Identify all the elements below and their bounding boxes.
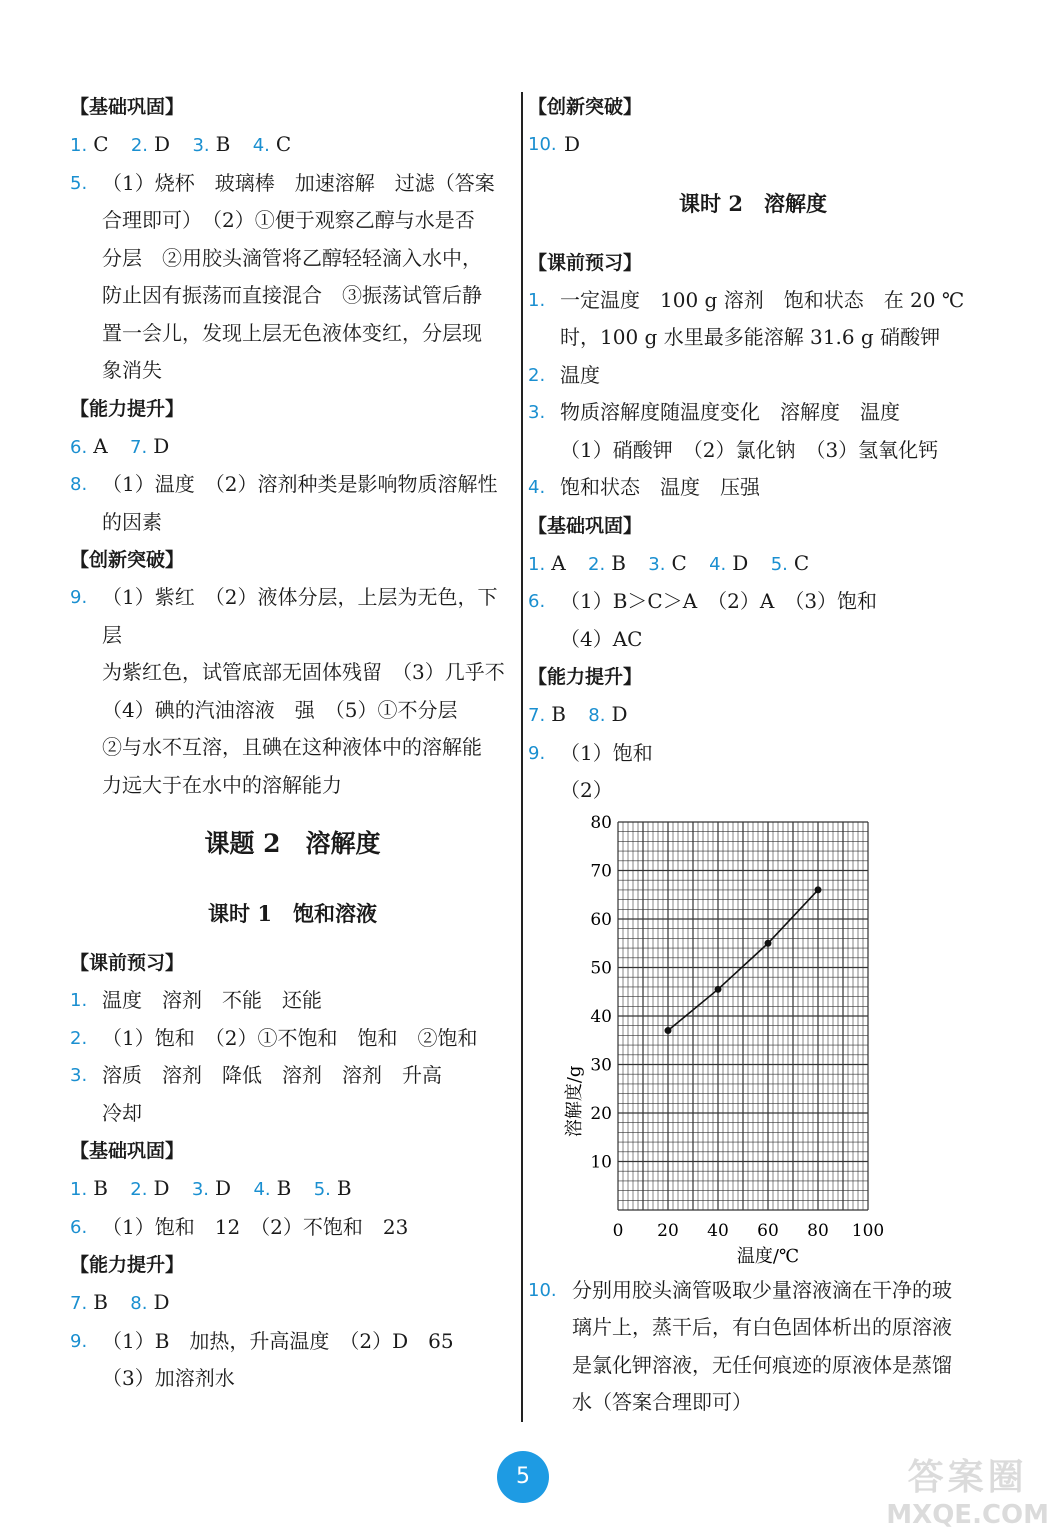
preview-r-q2 — [528, 357, 978, 395]
q-ans: D — [215, 1176, 232, 1200]
q-ans: B — [215, 132, 231, 156]
q-num: 6. — [70, 436, 88, 458]
y-tick-label: 60 — [590, 909, 612, 930]
question-r-9 — [528, 735, 978, 810]
chart-grid — [618, 822, 868, 1210]
answer-line: （1）温度 （2）溶剂种类是影响物质溶解性 — [102, 472, 498, 496]
answers-1-4 — [70, 126, 515, 165]
data-point — [765, 939, 772, 946]
answer-line: （1）饱和 （2）①不饱和 饱和 ②饱和 — [102, 1025, 478, 1050]
left-column — [70, 88, 515, 1398]
answer-line: （1）饱和 12 （2）不饱和 23 — [102, 1214, 409, 1239]
q-num: 5. — [70, 172, 88, 194]
page-number: 5 — [497, 1451, 549, 1503]
q-num: 2. — [130, 135, 149, 156]
q-num: 1. — [528, 553, 546, 575]
data-point — [665, 1027, 672, 1034]
q-ans: A — [551, 550, 566, 575]
q-num: 1. — [70, 135, 88, 156]
answer-line: （2） — [560, 778, 613, 802]
lesson-1-title: 课时 1 饱和溶液 — [208, 901, 377, 926]
q-num: 4. — [253, 1179, 271, 1200]
y-tick-label: 40 — [590, 1006, 612, 1027]
answers-r-1-5 — [528, 545, 978, 584]
q-ans: B — [551, 702, 566, 726]
answer-line: （1）饱和 — [560, 740, 653, 765]
y-axis-label: 溶解度/g — [564, 1065, 585, 1137]
answer-line: 力远大于在水中的溶解能力 — [102, 772, 342, 797]
section-basic-r: 【基础巩固】 — [528, 514, 643, 537]
q-num: 6. — [528, 591, 546, 612]
x-tick-label: 20 — [657, 1220, 679, 1241]
q-ans: C — [793, 550, 810, 575]
question-r-6 — [528, 583, 978, 658]
q-ans: A — [93, 433, 108, 458]
q-num: 3. — [648, 553, 666, 575]
answer-line: 置一会儿，发现上层无色液体变红，分层现 — [102, 320, 482, 345]
x-axis-label: 温度/℃ — [736, 1245, 800, 1267]
q-num: 9. — [70, 1330, 88, 1352]
section-basic-2: 【基础巩固】 — [70, 1140, 185, 1162]
x-tick-label: 80 — [807, 1220, 829, 1241]
q-num: 10. — [528, 1279, 557, 1301]
q-num: 2. — [70, 1027, 88, 1049]
answer-line: ②与水不互溶，且碘在这种液体中的溶解能 — [102, 735, 482, 759]
section-preview: 【课前预习】 — [70, 952, 185, 974]
q-num: 4. — [709, 553, 727, 575]
q-num: 3. — [528, 402, 546, 423]
x-tick-label: 40 — [707, 1220, 729, 1241]
q-num: 5. — [770, 553, 788, 575]
data-point — [815, 886, 822, 893]
q-ans: C — [275, 132, 292, 156]
q-num: 1. — [70, 990, 88, 1011]
q-num: 2. — [588, 553, 606, 575]
answer-line: 水（答案合理即可） — [572, 1390, 752, 1414]
x-tick-label: 60 — [757, 1220, 779, 1241]
q-num: 5. — [313, 1179, 331, 1200]
y-tick-label: 30 — [590, 1055, 612, 1075]
q-num: 6. — [70, 1216, 88, 1238]
q-num: 2. — [528, 364, 546, 386]
q-num: 1. — [70, 1179, 88, 1200]
question-9 — [70, 579, 515, 804]
section-ability: 【能力提升】 — [70, 397, 185, 420]
q-num: 3. — [191, 1179, 210, 1200]
q-ans: D — [153, 433, 170, 458]
answer-line: （4）碘的汽油溶液 强 （5）①不分层 — [102, 697, 458, 722]
question-5 — [70, 165, 515, 390]
answer-row — [70, 126, 515, 165]
answer-line: 时，100 g 水里最多能溶解 31.6 g 硝酸钾 — [560, 325, 941, 349]
question-6 — [70, 1209, 515, 1247]
section-innovation: 【创新突破】 — [70, 549, 185, 571]
q-ans: D — [732, 550, 749, 575]
q-ans: B — [336, 1176, 352, 1200]
answer-line: 合理即可） （2）①便于观察乙醇与水是否 — [102, 208, 475, 232]
q-num: 3. — [192, 135, 210, 156]
answer-line: （1）烧杯 玻璃棒 加速溶解 过滤（答案 — [102, 170, 495, 195]
answer-line: （1）B＞C＞A （2）A （3）饱和 — [560, 589, 878, 613]
q-ans: B — [93, 1176, 108, 1200]
preview-r-q4 — [528, 469, 978, 507]
q-ans: B — [276, 1176, 292, 1200]
answer-line: 冷却 — [102, 1100, 142, 1125]
answer-line: D — [564, 132, 581, 156]
y-tick-label: 80 — [590, 812, 612, 833]
q-ans: D — [153, 1176, 170, 1200]
preview-r-q3 — [528, 394, 978, 469]
q-num: 7. — [130, 436, 148, 458]
preview-q2 — [70, 1020, 515, 1058]
answer-line: 是氯化钾溶液，无任何痕迹的原液体是蒸馏 — [572, 1352, 952, 1377]
right-column — [528, 88, 978, 1422]
answers-1-5 — [70, 1170, 515, 1209]
y-tick-label: 20 — [590, 1103, 612, 1124]
q-num: 4. — [252, 135, 270, 156]
answer-line: 璃片上，蒸干后，有白色固体析出的原溶液 — [572, 1315, 952, 1339]
watermark-logo — [886, 1449, 1049, 1530]
answer-line: 饱和状态 温度 压强 — [560, 475, 760, 499]
x-tick-label: 100 — [851, 1220, 885, 1241]
lesson-2-title: 课时 2 溶解度 — [679, 190, 827, 216]
answer-line: （4）AC — [560, 626, 643, 651]
question-8 — [70, 466, 515, 541]
section-ability-r: 【能力提升】 — [528, 666, 643, 688]
answers-6-7 — [70, 428, 515, 467]
q-num: 9. — [528, 742, 546, 764]
q-num: 3. — [70, 1065, 88, 1086]
answer-line: 溶质 溶剂 降低 溶剂 溶剂 升高 — [102, 1063, 442, 1087]
answers-r-7-8 — [528, 696, 978, 735]
q-ans: D — [154, 132, 171, 156]
chart-ticks — [590, 813, 884, 1241]
answer-line: 分层 ②用胶头滴管将乙醇轻轻滴入水中， — [102, 245, 482, 270]
solubility-chart — [558, 810, 958, 1270]
answer-line: （1）紫红 （2）液体分层，上层为无色，下层 — [102, 585, 498, 647]
q-num: 2. — [130, 1179, 148, 1200]
watermark-line2: MXQE.COM — [886, 1500, 1049, 1530]
y-tick-label: 70 — [590, 861, 612, 881]
q-num: 8. — [588, 705, 606, 726]
answer-line: （3）加溶剂水 — [102, 1366, 235, 1390]
answer-line: 温度 溶剂 不能 还能 — [102, 988, 322, 1012]
answer-line: 物质溶解度随温度变化 溶解度 温度 — [560, 400, 900, 424]
q-ans: C — [671, 550, 687, 575]
q-num: 8. — [70, 474, 88, 495]
data-point — [715, 985, 722, 992]
answer-line: （1）B 加热，升高温度 （2）D 65 — [102, 1328, 454, 1353]
q-num: 4. — [528, 477, 546, 498]
q-ans: D — [153, 1290, 170, 1314]
q-ans: D — [611, 702, 628, 726]
topic-title: 课题 2 溶解度 — [204, 829, 381, 858]
question-10 — [528, 126, 978, 164]
y-tick-label: 50 — [590, 958, 612, 978]
section-basic: 【基础巩固】 — [70, 96, 185, 118]
q-num: 7. — [528, 705, 546, 726]
answer-line: 为紫红色，试管底部无固体残留 （3）几乎不 — [102, 660, 505, 684]
preview-r-q1 — [528, 282, 978, 357]
preview-q1 — [70, 982, 515, 1020]
answer-line: （1）硝酸钾 （2）氯化钠 （3）氢氧化钙 — [560, 437, 939, 462]
q-num: 1. — [528, 289, 546, 311]
section-preview-r: 【课前预习】 — [528, 251, 643, 274]
answer-line: 防止因有振荡而直接混合 ③振荡试管后静 — [102, 283, 482, 307]
q-num: 8. — [130, 1293, 148, 1314]
y-tick-label: 10 — [590, 1152, 612, 1172]
q-num: 10. — [528, 134, 557, 155]
column-divider — [521, 92, 523, 1422]
q-num: 7. — [70, 1293, 88, 1314]
section-innovation-r: 【创新突破】 — [528, 96, 643, 118]
q-ans: C — [93, 132, 109, 156]
watermark-line1: 答案圈 — [907, 1457, 1028, 1498]
q-ans: B — [611, 550, 626, 575]
x-tick-label: 0 — [612, 1220, 624, 1241]
answer-line: 分别用胶头滴管吸取少量溶液滴在干净的玻 — [572, 1277, 952, 1302]
question-9b — [70, 1323, 515, 1398]
answer-line: 一定温度 100 g 溶剂 饱和状态 在 20 ℃ — [560, 287, 965, 312]
q-num: 9. — [70, 587, 88, 608]
q-ans: B — [93, 1290, 108, 1314]
section-ability-2: 【能力提升】 — [70, 1254, 185, 1276]
answer-line: 温度 — [560, 362, 600, 387]
answer-line: 的因素 — [102, 509, 162, 534]
answer-line: 象消失 — [102, 358, 162, 382]
preview-q3 — [70, 1057, 515, 1132]
question-r-10 — [528, 1272, 978, 1422]
answers-7-8 — [70, 1284, 515, 1323]
